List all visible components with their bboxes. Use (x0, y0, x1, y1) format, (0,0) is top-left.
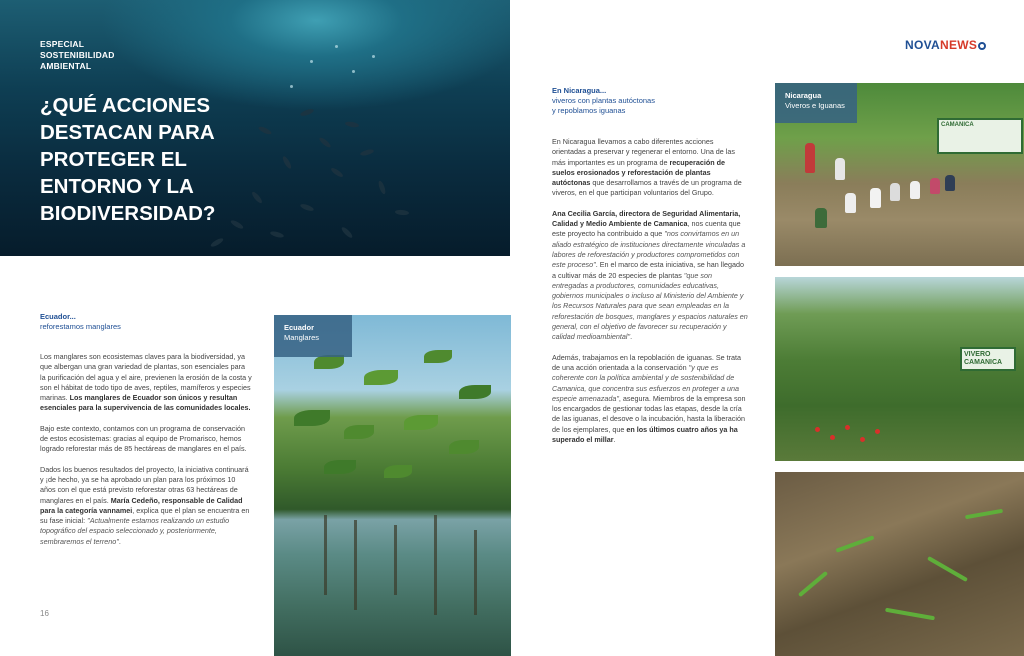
text-run: , asegura. Miembros de la empresa son los encargados de gestionar todas las etapas, desde la cría de las iguanas, el desove o la incubación, hasta la liberación de los ejemplares, que (552, 393, 746, 434)
ecuador-mangrove-photo (274, 315, 511, 656)
nicaragua-subhead-bold: En Nicaragua... (552, 86, 607, 95)
section-tag (40, 39, 115, 72)
ecuador-paragraph-3 (40, 465, 252, 547)
ecuador-paragraph-1 (40, 352, 252, 414)
text-run: que desarrollamos a través de un programa de viveros, en el que participan voluntarios del Grupo. (552, 178, 742, 198)
headline-line: ENTORNO Y LA (40, 175, 194, 198)
nicaragua-article-body (552, 137, 748, 455)
page-number: 16 (40, 609, 49, 618)
nicaragua-subhead-line: y repoblamos iguanas (552, 106, 626, 115)
text-run: , nos cuenta que este proyecto ha contribuido a que (552, 219, 741, 239)
ecuador-photo-caption (274, 315, 352, 357)
hero-underwater-photo (0, 0, 510, 256)
vivero-camanica-sign (960, 347, 1016, 371)
headline-line: ¿QUÉ ACCIONES (40, 94, 211, 117)
nicaragua-paragraph-1 (552, 137, 748, 199)
logo-news: NEWS (939, 38, 978, 52)
section-tag-line: ESPECIAL (40, 39, 85, 49)
text-run: Además, trabajamos en la repoblación de iguanas. Se trata de una acción orientada a la conservación (552, 352, 741, 372)
text-run: . En el marco de esta iniciativa, se han llegado a cultivar más de 20 especies de plantas (552, 260, 744, 280)
ecuador-subheading (40, 312, 121, 332)
nicaragua-paragraph-2 (552, 209, 748, 343)
nicaragua-paragraph-3 (552, 353, 748, 446)
caption-subtitle: Manglares (284, 333, 320, 342)
text-run: Los manglares son ecosistemas claves para la biodiversidad, ya que albergan una gran variedad de plantas, son esenciales para la purificación del agua y el aire, previenen la erosión de la costa y son el hábitat de todo tipo de aves, reptiles, mamíferos y especies marinas. (40, 352, 252, 403)
section-tag-line: AMBIENTAL (40, 61, 92, 71)
caption-title: Ecuador (284, 323, 315, 332)
text-run: . (118, 536, 121, 546)
headline-line: PROTEGER EL (40, 148, 187, 171)
text-run-bold: en los últimos cuatro años ya ha superado el millar (552, 424, 738, 445)
text-run-bold: recuperación de suelos erosionados y reforestación de plantas autóctonas (552, 157, 725, 188)
logo-circle-icon (978, 42, 986, 50)
text-run: En Nicaragua llevamos a cabo diferentes acciones orientadas a preservar y regenerar el entorno. Una de las más importantes es un programa de (552, 137, 735, 167)
text-run-bold: Los manglares de Ecuador son únicos y resultan esenciales para la supervivencia de las comunidades locales. (40, 393, 251, 413)
quote-run: "y que es coherente con la política ambiental y de sostenibilidad de Camanica, que concentra sus esfuerzos en proteger a una especie amenazada" (552, 362, 739, 403)
text-run: . (630, 332, 633, 342)
camanica-sign (937, 118, 1023, 154)
caption-title: Nicaragua (785, 91, 822, 100)
sign-text: CAMANICA (964, 359, 1003, 366)
nicaragua-subhead-line: viveros con plantas autóctonas (552, 96, 655, 105)
nicaragua-nursery-photo (775, 277, 1024, 461)
headline-line: BIODIVERSIDAD? (40, 202, 216, 225)
page-headline (40, 92, 290, 227)
text-run: , explica que el plan se encuentra en su fase inicial: (40, 505, 250, 526)
headline-line: DESTACAN PARA (40, 121, 215, 144)
quote-run: "Actualmente estamos realizando un estudio topográfico del espacio seleccionado y, posteriormente, sembraremos el terreno" (40, 516, 230, 546)
iguanas-photo (775, 472, 1024, 656)
ecuador-paragraph-2: Bajo este contexto, contamos con un programa de conservación de estos ecosistemas: gracias al equipo de Promarisco, hemos logrado reforestar más de 85 hectáreas de manglares en el país. (40, 423, 247, 454)
nicaragua-subheading (552, 86, 655, 116)
sign-text: CAMANICA (941, 122, 974, 128)
ecuador-subhead-bold: Ecuador... (40, 312, 76, 321)
text-run: . (613, 435, 616, 445)
nova-news-logo (905, 38, 986, 52)
ecuador-subhead-text: reforestamos manglares (40, 322, 121, 331)
nicaragua-photo-caption (775, 83, 857, 123)
text-run-bold: María Cedeño, responsable de Calidad para la categoría vannamei (40, 495, 243, 515)
section-tag-line: SOSTENIBILIDAD (40, 50, 115, 60)
logo-nova: NOVA (905, 38, 940, 52)
nicaragua-volunteers-photo (775, 83, 1024, 266)
text-run-bold: Ana Cecilia García, directora de Seguridad Alimentaria, Calidad y Medio Ambiente de Camanica (552, 208, 741, 229)
ecuador-article-body (40, 352, 252, 557)
text-run: Dados los buenos resultados del proyecto, la iniciativa continuará y ¡de hecho, ya se ha aprobado un plan para los próximos 10 años con el que está previsto reforestar otras 63 hectáreas de manglares en el país. (40, 464, 249, 505)
quote-run: "nos convirtamos en un aliado estratégico de instituciones directamente vinculadas a labores de reforestación y productores comprometidos con este proceso" (552, 229, 746, 270)
quote-run: "que son entregadas a productores, comunidades educativas, gobiernos municipales o incluso al Ministerio del Ambiente y los Recursos Naturales para que sean empleadas en la reforestación de bosques, manglares y espacios naturales en general, con el objetivo de favorecer su recuperación y calidad medioambiental" (552, 270, 748, 342)
caption-subtitle: Viveros e Iguanas (785, 101, 845, 110)
sign-text: VIVERO (964, 351, 991, 358)
